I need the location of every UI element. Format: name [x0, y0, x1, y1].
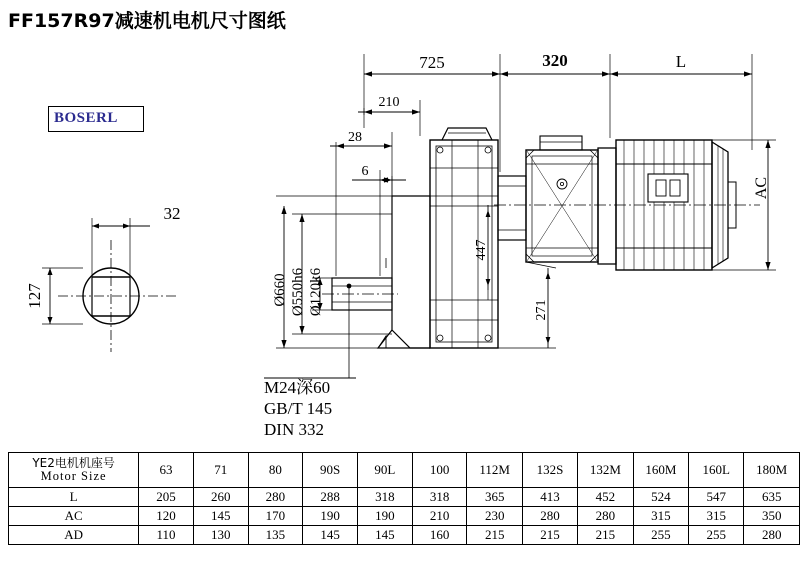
cell-AC-11: 350 — [744, 507, 800, 526]
cell-AD-5: 160 — [412, 526, 467, 545]
table-col-1: 71 — [193, 453, 248, 488]
cell-L-10: 547 — [689, 488, 744, 507]
cell-AD-2: 135 — [248, 526, 303, 545]
cell-L-7: 413 — [522, 488, 577, 507]
cell-AC-1: 145 — [193, 507, 248, 526]
table-col-9: 160M — [633, 453, 689, 488]
table-col-11: 180M — [744, 453, 800, 488]
note-line-1: M24深60 — [264, 378, 331, 397]
cell-L-0: 205 — [139, 488, 194, 507]
dim-447-label: 447 — [474, 239, 489, 261]
cell-AC-8: 280 — [578, 507, 634, 526]
cell-AC-5: 210 — [412, 507, 467, 526]
cell-AC-6: 230 — [467, 507, 522, 526]
cell-L-5: 318 — [412, 488, 467, 507]
dim-550h6-label: Ø550h6 — [290, 267, 306, 317]
table-col-6: 112M — [467, 453, 522, 488]
table-col-0: 63 — [139, 453, 194, 488]
dim-28-label: 28 — [348, 130, 362, 145]
table-row-AC — [9, 507, 800, 526]
dim-120k6-label: Ø120k6 — [308, 267, 324, 317]
dim-6-label: 6 — [361, 164, 369, 179]
cell-AC-2: 170 — [248, 507, 303, 526]
page-title: FF157R97减速机电机尺寸图纸 — [8, 10, 286, 32]
cell-L-8: 452 — [578, 488, 634, 507]
cell-AC-7: 280 — [522, 507, 577, 526]
cell-L-1: 260 — [193, 488, 248, 507]
table-header-cn: YE2电机机座号 — [32, 456, 115, 471]
note-line-2: GB/T 145 — [264, 399, 333, 418]
cell-L-4: 318 — [357, 488, 412, 507]
cell-AC-10: 315 — [689, 507, 744, 526]
cell-AC-9: 315 — [633, 507, 689, 526]
motor-size-table — [8, 452, 800, 545]
row-label-AC: AC — [9, 507, 139, 526]
table-col-5: 100 — [412, 453, 467, 488]
row-label-L: L — [9, 488, 139, 507]
dim-L-label: L — [675, 52, 687, 71]
row-label-AD: AD — [9, 526, 139, 545]
table-header-en: Motor Size — [40, 468, 107, 483]
cell-L-9: 524 — [633, 488, 689, 507]
cell-AC-0: 120 — [139, 507, 194, 526]
cell-AD-9: 255 — [633, 526, 689, 545]
dim-210-label: 210 — [378, 95, 400, 110]
cell-AD-7: 215 — [522, 526, 577, 545]
cell-L-11: 635 — [744, 488, 800, 507]
dim-320-label: 320 — [542, 51, 568, 70]
dim-725-label: 725 — [419, 53, 445, 72]
cell-AD-3: 145 — [303, 526, 358, 545]
cell-AD-1: 130 — [193, 526, 248, 545]
cell-AD-11: 280 — [744, 526, 800, 545]
table-col-4: 90L — [357, 453, 412, 488]
cell-AC-4: 190 — [357, 507, 412, 526]
cell-AC-3: 190 — [303, 507, 358, 526]
dim-271-label: 271 — [534, 299, 549, 321]
cell-AD-4: 145 — [357, 526, 412, 545]
dim-32-label: 32 — [163, 204, 181, 223]
cell-AD-6: 215 — [467, 526, 522, 545]
cell-L-6: 365 — [467, 488, 522, 507]
table-col-10: 160L — [689, 453, 744, 488]
table-row-header — [9, 453, 800, 488]
cell-AD-10: 255 — [689, 526, 744, 545]
table-col-2: 80 — [248, 453, 303, 488]
table-row-AD — [9, 526, 800, 545]
table-row-L — [9, 488, 800, 507]
cell-L-2: 280 — [248, 488, 303, 507]
cell-AD-0: 110 — [139, 526, 194, 545]
table-col-8: 132M — [578, 453, 634, 488]
cell-AD-8: 215 — [578, 526, 634, 545]
dim-127-label: 127 — [25, 283, 44, 309]
dim-660-label: Ø660 — [272, 273, 288, 307]
table-header-motor-size — [9, 453, 139, 488]
note-line-3: DIN 332 — [264, 420, 324, 439]
cell-L-3: 288 — [303, 488, 358, 507]
table-col-3: 90S — [303, 453, 358, 488]
table-col-7: 132S — [522, 453, 577, 488]
brand-logo-text: BOSERL — [54, 110, 118, 126]
dim-AC-label: AC — [753, 176, 770, 200]
